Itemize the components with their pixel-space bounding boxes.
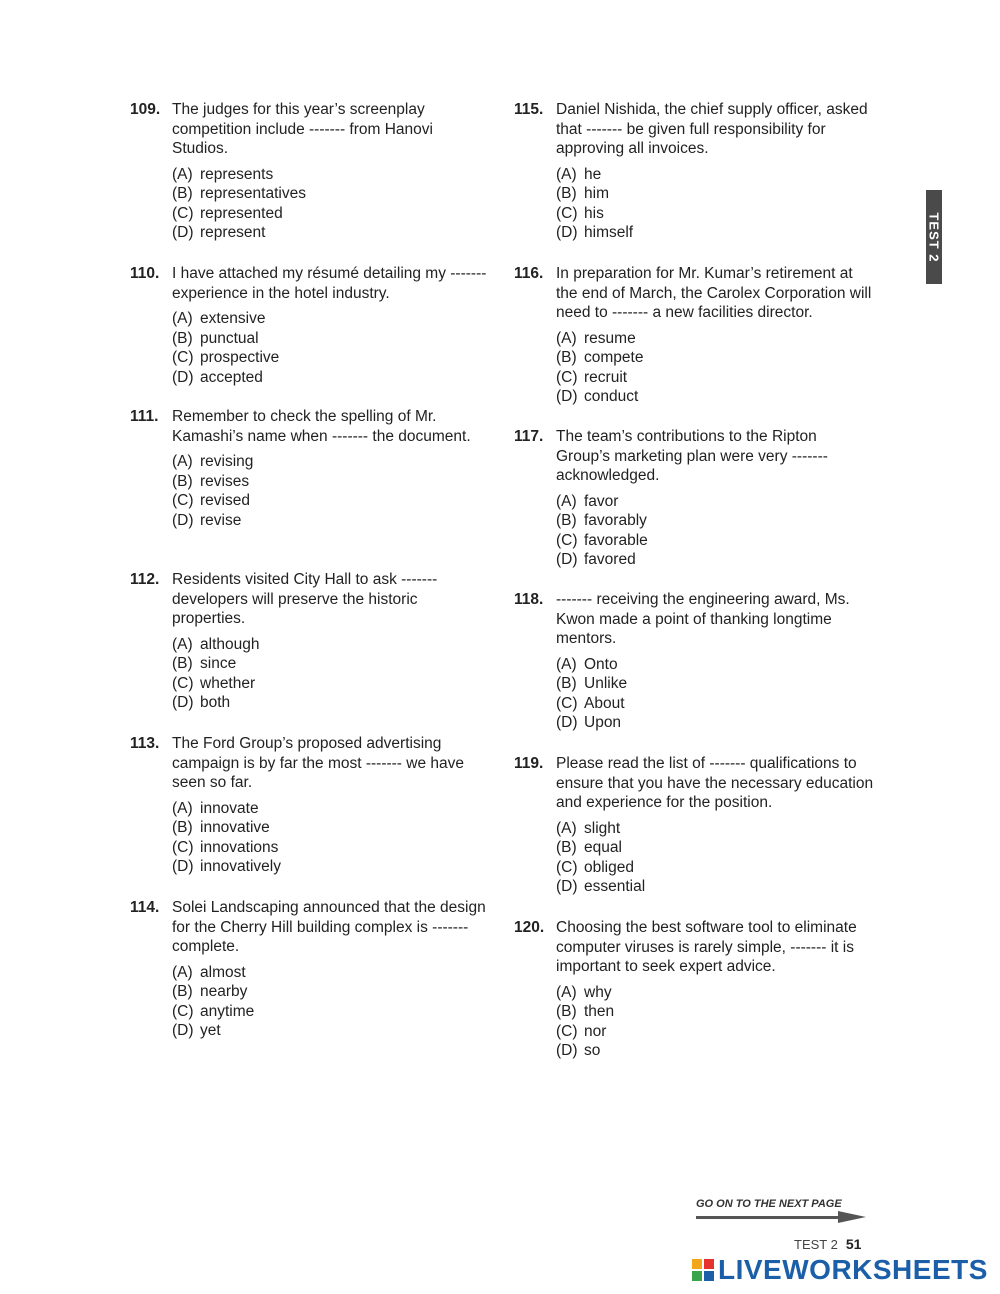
option-letter: (C): [556, 204, 578, 222]
question-114: [130, 898, 490, 1041]
option-text: About: [584, 694, 625, 712]
question-number: 117.: [514, 428, 544, 445]
answer-option[interactable]: [556, 694, 874, 714]
answer-option[interactable]: [172, 184, 490, 204]
answer-option[interactable]: [172, 368, 490, 388]
question-text: Daniel Nishida, the chief supply officer, asked that ------- be given full responsibility for approving all invoices.: [556, 101, 868, 157]
option-letter: (A): [172, 799, 193, 817]
option-letter: (B): [172, 185, 193, 202]
answer-option[interactable]: [556, 184, 874, 204]
answer-option[interactable]: [556, 511, 874, 531]
option-text: favor: [584, 492, 619, 510]
question-117: [514, 427, 874, 570]
option-letter: (B): [556, 1003, 577, 1020]
option-text: represent: [200, 224, 266, 241]
option-text: extensive: [200, 310, 266, 327]
option-letter: (B): [172, 329, 193, 347]
question-number: 116.: [514, 265, 544, 282]
option-letter: (A): [556, 655, 577, 673]
brand-name: LIVEWORKSHEETS: [718, 1254, 988, 1285]
option-text: represents: [200, 165, 274, 183]
option-letter: (D): [556, 551, 578, 568]
option-text: essential: [584, 878, 646, 895]
option-letter: (C): [172, 349, 194, 366]
option-text: Onto: [584, 655, 618, 673]
question-stem: [514, 264, 874, 323]
answer-options: [172, 963, 490, 1041]
option-letter: (A): [556, 819, 577, 837]
footer-test-label: TEST 2: [794, 1237, 838, 1252]
option-text: yet: [200, 1022, 221, 1039]
question-110: [130, 264, 490, 387]
option-text: favorable: [584, 531, 648, 549]
question-111: [130, 407, 490, 530]
answer-option[interactable]: [556, 655, 874, 675]
answer-option[interactable]: [556, 674, 874, 694]
answer-options: [556, 655, 874, 733]
option-letter: (B): [556, 349, 577, 366]
logo-square: [704, 1271, 714, 1281]
question-stem: [514, 918, 874, 977]
answer-option[interactable]: [172, 452, 490, 472]
option-text: revise: [200, 511, 242, 529]
question-109: [130, 100, 490, 243]
answer-option[interactable]: [556, 819, 874, 839]
arrow-right-icon: [838, 1211, 866, 1223]
option-letter: (B): [556, 512, 577, 529]
question-stem: [130, 570, 490, 629]
option-text: why: [584, 983, 612, 1001]
option-letter: (C): [556, 858, 578, 876]
answer-options: [172, 452, 490, 530]
option-text: innovative: [200, 819, 270, 836]
option-letter: (B): [556, 675, 577, 692]
question-113: [130, 734, 490, 877]
option-text: recruit: [584, 368, 628, 386]
question-text: ------- receiving the engineering award, Ms. Kwon made a point of thanking longtime mentors.: [556, 591, 850, 647]
answer-options: [172, 165, 490, 243]
option-text: Upon: [584, 714, 622, 731]
option-letter: (C): [556, 368, 578, 386]
option-text: innovations: [200, 838, 279, 856]
question-text: The team’s contributions to the Ripton Group’s marketing plan were very ------- acknowledged.: [556, 428, 828, 484]
answer-option[interactable]: [172, 511, 490, 531]
option-letter: (C): [172, 674, 194, 692]
option-letter: (D): [172, 224, 194, 241]
option-letter: (A): [556, 165, 577, 183]
answer-option[interactable]: [556, 1002, 874, 1022]
option-text: him: [584, 185, 609, 202]
option-text: so: [584, 1042, 601, 1059]
answer-option[interactable]: [556, 531, 874, 551]
option-letter: (B): [172, 983, 193, 1000]
question-number: 115.: [514, 101, 544, 118]
option-text: favorably: [584, 512, 647, 529]
question-number: 120.: [514, 919, 545, 936]
answer-options: [172, 799, 490, 877]
question-number: 118.: [514, 591, 544, 608]
option-text: obliged: [584, 858, 634, 876]
option-letter: (A): [172, 310, 193, 327]
option-text: revises: [200, 472, 250, 490]
answer-option[interactable]: [556, 165, 874, 185]
option-letter: (D): [172, 694, 194, 711]
question-stem: [130, 407, 490, 446]
answer-option[interactable]: [556, 1022, 874, 1042]
option-letter: (C): [172, 1002, 194, 1020]
question-number: 119.: [514, 755, 544, 772]
answer-option[interactable]: [556, 348, 874, 368]
option-text: conduct: [584, 388, 639, 405]
answer-option[interactable]: [172, 654, 490, 674]
question-number: 111.: [130, 408, 159, 425]
answer-option[interactable]: [556, 838, 874, 858]
option-text: innovatively: [200, 858, 281, 875]
answer-option[interactable]: [172, 472, 490, 492]
question-text: Remember to check the spelling of Mr. Kamashi’s name when ------- the document.: [172, 408, 471, 445]
option-letter: (D): [556, 388, 578, 405]
option-letter: (A): [172, 963, 193, 981]
answer-option[interactable]: [556, 223, 874, 243]
question-115: [514, 100, 874, 243]
option-letter: (D): [556, 224, 578, 241]
question-number: 113.: [130, 735, 160, 752]
option-text: prospective: [200, 349, 280, 366]
answer-options: [556, 983, 874, 1061]
answer-option[interactable]: [556, 387, 874, 407]
answer-option[interactable]: [556, 1041, 874, 1061]
question-stem: [130, 734, 490, 793]
option-letter: (C): [172, 492, 194, 509]
option-text: although: [200, 635, 260, 653]
question-119: [514, 754, 874, 897]
option-letter: (B): [556, 839, 577, 856]
question-stem: [514, 100, 874, 159]
answer-option[interactable]: [172, 1002, 490, 1022]
option-letter: (A): [556, 492, 577, 510]
answer-options: [556, 165, 874, 243]
option-text: then: [584, 1003, 615, 1020]
answer-option[interactable]: [172, 309, 490, 329]
answer-option[interactable]: [172, 857, 490, 877]
option-text: his: [584, 204, 604, 222]
question-stem: [514, 754, 874, 813]
question-text: Choosing the best software tool to eliminate computer viruses is rarely simple, ------- it is important to seek expert advice.: [556, 919, 857, 975]
option-letter: (B): [172, 655, 193, 672]
option-text: Unlike: [584, 675, 628, 692]
question-text: The judges for this year’s screenplay competition include ------- from Hanovi Studios.: [172, 101, 433, 157]
question-number: 114.: [130, 899, 160, 916]
option-letter: (C): [172, 204, 194, 222]
option-text: revised: [200, 492, 250, 509]
option-letter: (A): [172, 165, 193, 183]
option-letter: (A): [172, 635, 193, 653]
option-text: nor: [584, 1022, 607, 1040]
page-number: 51: [845, 1236, 862, 1252]
question-text: Please read the list of ------- qualifications to ensure that you have the necessary education and experience for the position.: [556, 755, 874, 811]
option-text: almost: [200, 963, 246, 981]
question-116: [514, 264, 874, 407]
option-text: whether: [200, 674, 256, 692]
option-text: since: [200, 655, 237, 672]
option-text: resume: [584, 329, 636, 347]
option-letter: (A): [556, 329, 577, 347]
answer-option[interactable]: [172, 329, 490, 349]
option-letter: (C): [556, 1022, 578, 1040]
answer-option[interactable]: [172, 963, 490, 983]
option-text: represented: [200, 204, 283, 222]
option-letter: (D): [172, 511, 194, 529]
answer-options: [172, 635, 490, 713]
side-tab: [926, 190, 942, 284]
option-letter: (B): [172, 819, 193, 836]
answer-option[interactable]: [172, 223, 490, 243]
answer-option[interactable]: [556, 368, 874, 388]
answer-options: [556, 819, 874, 897]
answer-options: [172, 309, 490, 387]
answer-option[interactable]: [172, 491, 490, 511]
option-text: equal: [584, 839, 622, 856]
question-number: 109.: [130, 101, 161, 118]
answer-option[interactable]: [172, 674, 490, 694]
question-text: Residents visited City Hall to ask ------- developers will preserve the historic properties.: [172, 571, 438, 627]
brand: [692, 1254, 988, 1286]
option-letter: (B): [172, 472, 193, 490]
brand-logo-icon: [692, 1259, 714, 1281]
question-stem: [130, 264, 490, 303]
answer-option[interactable]: [556, 492, 874, 512]
option-letter: (A): [172, 453, 193, 470]
question-120: [514, 918, 874, 1061]
option-text: slight: [584, 819, 621, 837]
answer-option[interactable]: [556, 713, 874, 733]
side-tab-label: TEST 2: [926, 211, 942, 263]
option-letter: (D): [556, 1042, 578, 1059]
question-text: I have attached my résumé detailing my ------- experience in the hotel industry.: [172, 265, 487, 302]
option-text: revising: [200, 453, 254, 470]
answer-option[interactable]: [172, 838, 490, 858]
answer-option[interactable]: [172, 1021, 490, 1041]
question-text: In preparation for Mr. Kumar’s retirement at the end of March, the Carolex Corporation will need to ------- a new facilities director.: [556, 265, 872, 321]
answer-options: [556, 492, 874, 570]
answer-option[interactable]: [556, 329, 874, 349]
question-112: [130, 570, 490, 713]
answer-options: [556, 329, 874, 407]
option-letter: (A): [556, 983, 577, 1001]
answer-option[interactable]: [172, 204, 490, 224]
option-text: punctual: [200, 329, 259, 347]
option-letter: (B): [556, 185, 577, 202]
answer-option[interactable]: [556, 550, 874, 570]
answer-option[interactable]: [556, 983, 874, 1003]
question-number: 110.: [130, 265, 160, 282]
answer-option[interactable]: [556, 877, 874, 897]
next-page-arrow-line: [696, 1216, 840, 1219]
answer-option[interactable]: [172, 982, 490, 1002]
answer-option[interactable]: [556, 858, 874, 878]
option-text: favored: [584, 551, 636, 568]
option-letter: (D): [172, 1022, 194, 1039]
answer-option[interactable]: [172, 693, 490, 713]
option-letter: (D): [172, 368, 194, 386]
option-letter: (C): [556, 694, 578, 712]
option-text: he: [584, 165, 602, 183]
option-text: innovate: [200, 799, 259, 817]
question-text: The Ford Group’s proposed advertising campaign is by far the most ------- we have seen so far.: [172, 735, 465, 791]
answer-option[interactable]: [172, 818, 490, 838]
option-letter: (D): [172, 858, 194, 875]
answer-option[interactable]: [172, 165, 490, 185]
answer-option[interactable]: [172, 635, 490, 655]
option-text: nearby: [200, 983, 248, 1000]
logo-square: [692, 1271, 702, 1281]
option-letter: (D): [556, 878, 578, 895]
option-text: both: [200, 694, 231, 711]
option-text: compete: [584, 349, 644, 366]
answer-option[interactable]: [556, 204, 874, 224]
option-letter: (C): [172, 838, 194, 856]
answer-option[interactable]: [172, 348, 490, 368]
question-stem: [514, 427, 874, 486]
question-number: 112.: [130, 571, 160, 588]
question-text: Solei Landscaping announced that the design for the Cherry Hill building complex is ------- complete.: [172, 899, 486, 955]
answer-option[interactable]: [172, 799, 490, 819]
option-letter: (D): [556, 714, 578, 731]
logo-square: [704, 1259, 714, 1269]
logo-square: [692, 1259, 702, 1269]
next-page-label: GO ON TO THE NEXT PAGE: [696, 1198, 842, 1210]
option-text: anytime: [200, 1002, 255, 1020]
option-letter: (C): [556, 531, 578, 549]
question-stem: [130, 100, 490, 159]
option-text: accepted: [200, 368, 263, 386]
option-text: representatives: [200, 185, 306, 202]
question-stem: [130, 898, 490, 957]
page-footer: [794, 1236, 861, 1252]
question-118: [514, 590, 874, 733]
question-stem: [514, 590, 874, 649]
option-text: himself: [584, 224, 634, 241]
